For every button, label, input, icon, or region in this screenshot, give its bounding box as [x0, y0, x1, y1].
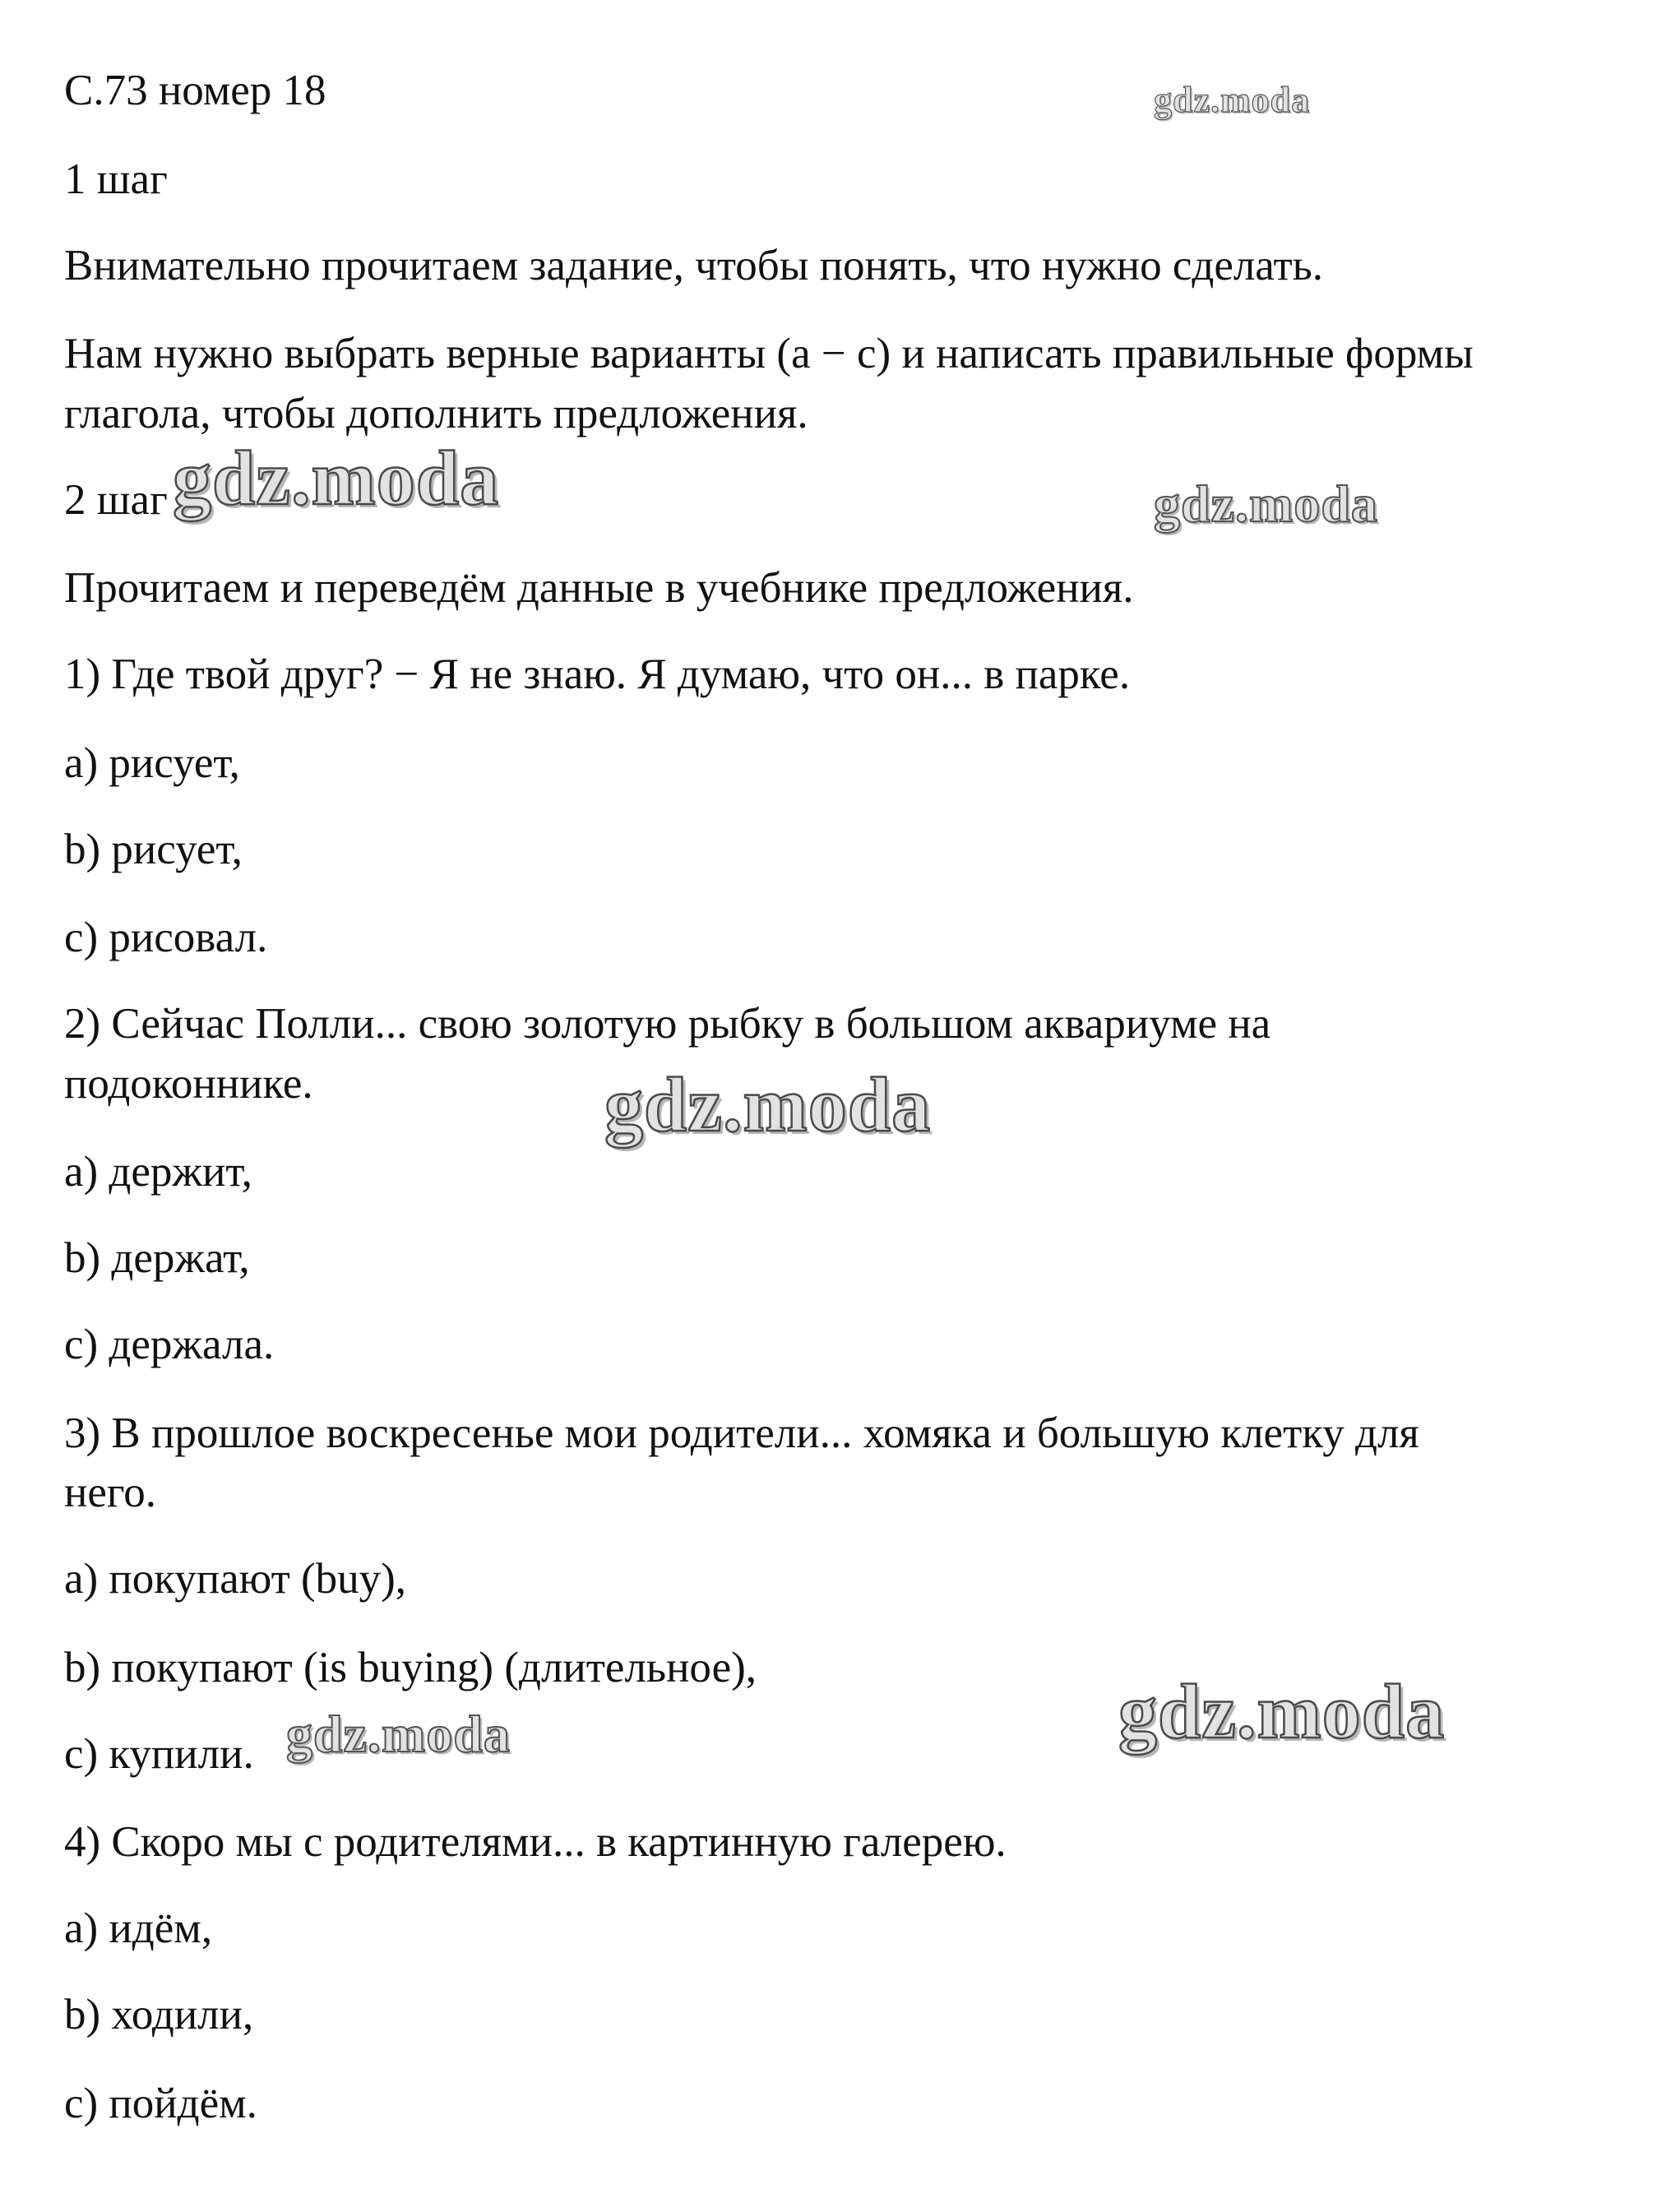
watermark: gdz.moda	[173, 436, 500, 521]
option-3c: c) купили.	[64, 1730, 254, 1778]
option-1b: b) рисует,	[64, 826, 243, 873]
option-3a: a) покупают (buy),	[64, 1555, 407, 1603]
page-reference: С.73 номер 18	[64, 67, 326, 114]
option-1c: c) рисовал.	[64, 914, 268, 961]
question-4: 4) Скоро мы с родителями... в картинную галерею.	[64, 1818, 1007, 1866]
option-4c: c) пойдём.	[64, 2080, 257, 2127]
option-2a: a) держит,	[64, 1148, 252, 1196]
step-1-paragraph: Внимательно прочитаем задание, чтобы понять, что нужно сделать.	[64, 242, 1324, 289]
question-1: 1) Где твой друг? − Я не знаю. Я думаю, что он... в парке.	[64, 650, 1131, 698]
option-3b: b) покупают (is buying) (длительное),	[64, 1644, 757, 1691]
watermark: gdz.moda	[1154, 80, 1311, 120]
step-2-label: 2 шаг	[64, 476, 168, 524]
option-4a: a) идём,	[64, 1904, 213, 1952]
question-3-line-1: 3) В прошлое воскресенье мои родители... хомяка и большую клетку для	[64, 1409, 1419, 1457]
option-4b: b) ходили,	[64, 1991, 254, 2038]
option-2b: b) держат,	[64, 1234, 250, 1282]
step-1-task-line-1: Нам нужно выбрать верные варианты (a − c) и написать правильные формы	[64, 330, 1474, 377]
step-1-label: 1 шаг	[64, 155, 168, 203]
question-2-line-2: подоконнике.	[64, 1060, 313, 1108]
watermark: gdz.moda	[286, 1705, 511, 1763]
question-2-line-1: 2) Сейчас Полли... свою золотую рыбку в большом аквариуме на	[64, 1000, 1271, 1048]
step-2-intro: Прочитаем и переведём данные в учебнике предложения.	[64, 564, 1134, 612]
question-3-line-2: него.	[64, 1469, 157, 1516]
watermark: gdz.moda	[1118, 1669, 1446, 1755]
step-1-task-line-2: глагола, чтобы дополнить предложения.	[64, 390, 808, 437]
option-1a: a) рисует,	[64, 739, 240, 787]
watermark: gdz.moda	[1154, 474, 1378, 533]
option-2c: c) держала.	[64, 1321, 275, 1368]
watermark: gdz.moda	[604, 1062, 932, 1148]
